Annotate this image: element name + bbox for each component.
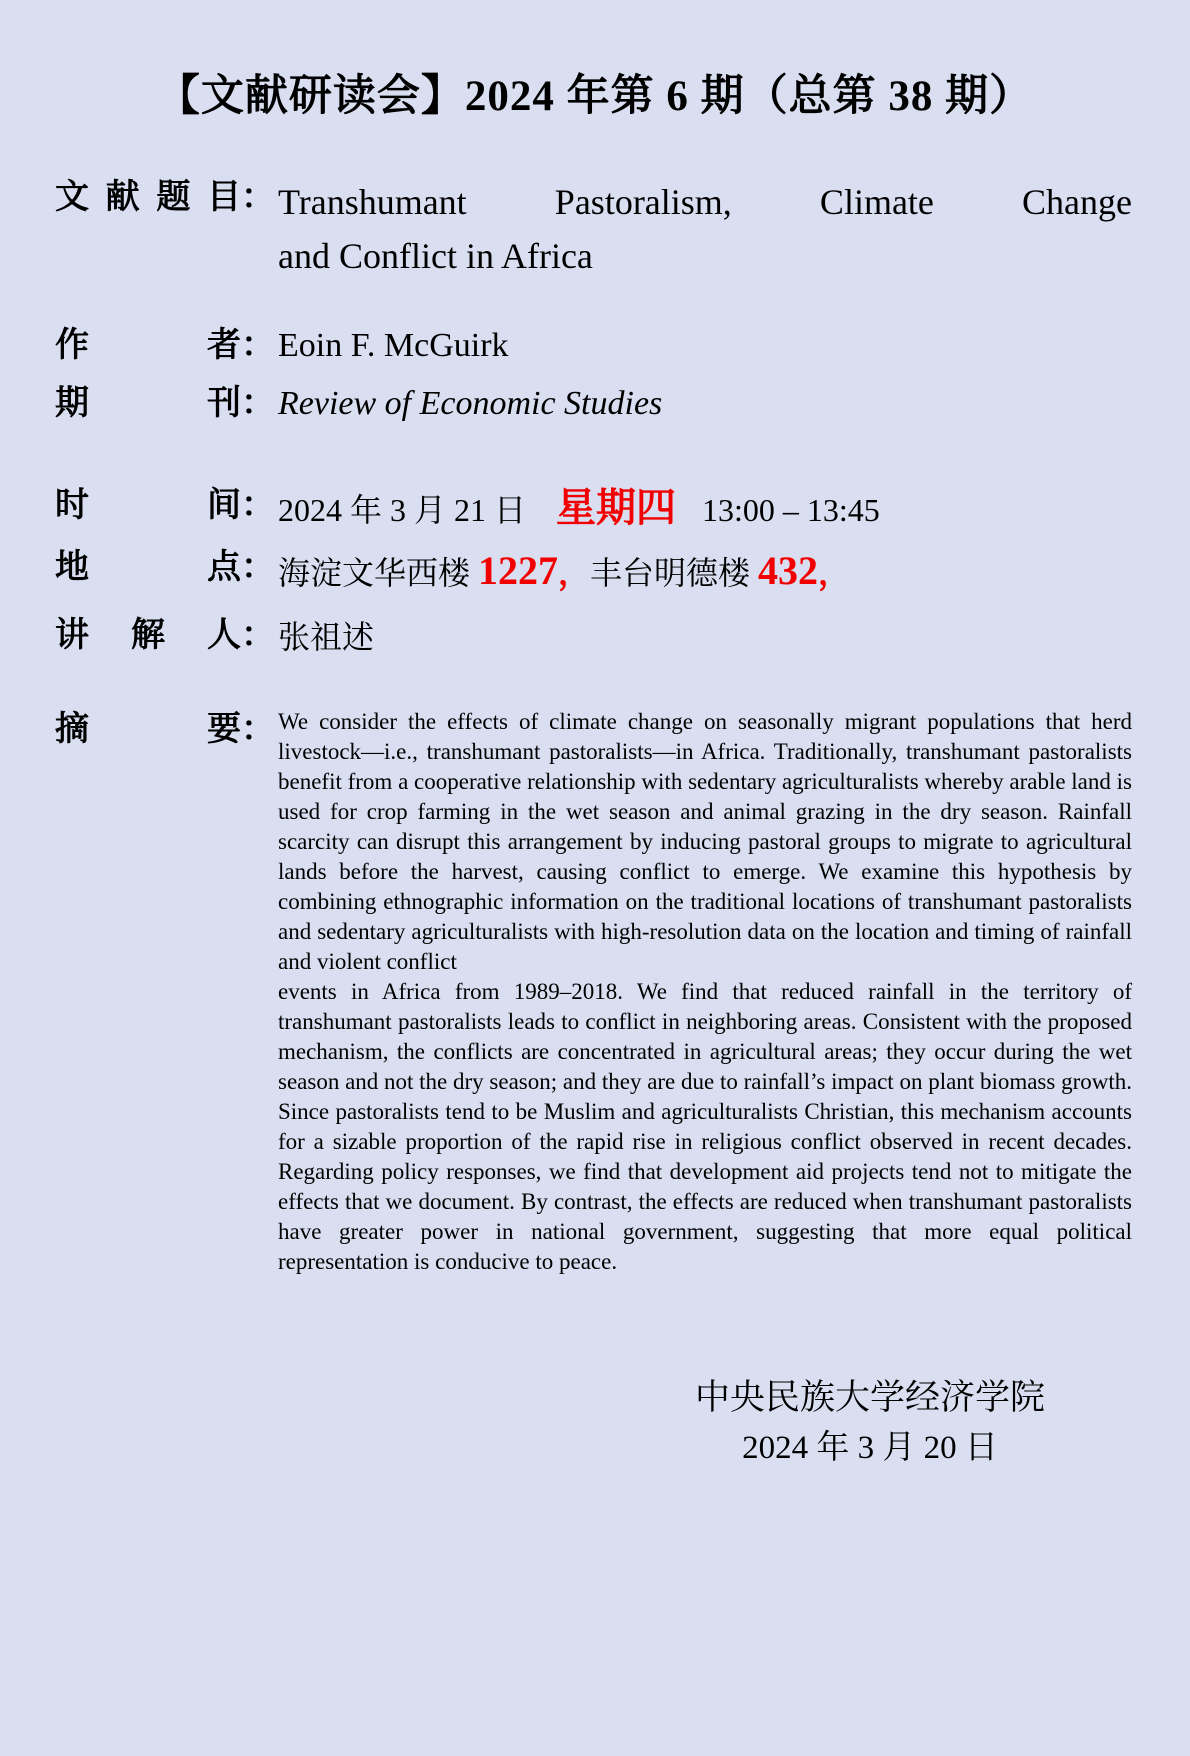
- author-colon: ：: [241, 327, 275, 365]
- location-room-1: 1227: [478, 548, 559, 594]
- field-row-location: [0, 545, 1190, 599]
- location-value: [278, 545, 1132, 599]
- abstract-colon: ：: [241, 711, 275, 749]
- time-colon: ：: [241, 487, 275, 525]
- location-comma-1: ，: [558, 555, 591, 592]
- abstract-paragraph-1: We consider the effects of climate change on seasonally migrant populations that herd livestock—i.e., transhumant pastoralists—in Africa. Traditionally, transhumant pastoralists benefit from a cooperative relationship with sedentary agriculturalists whereby arable land is used for crop farming in the wet season and animal grazing in the dry season. Rainfall scarcity can disrupt this arrangement by inducing pastoral groups to migrate to agricultural lands before the harvest, causing conflict to emerge. We examine this hypothesis by combining ethnographic information on the traditional locations of transhumant pastoralists and sedentary agriculturalists with high-resolution data on the location and timing of rainfall and violent conflict: [278, 709, 1132, 975]
- topic-label: 文献题目: [55, 179, 241, 217]
- field-row-time: [0, 483, 1190, 535]
- location-building-1: 海淀文华西楼: [278, 555, 479, 592]
- location-room-2: 432: [758, 548, 819, 594]
- location-colon: ：: [241, 549, 275, 587]
- time-label: 时间: [55, 487, 241, 525]
- time-label-cell: [55, 483, 278, 529]
- journal-label: 期刊: [55, 385, 241, 423]
- speaker-value: 张祖述: [278, 619, 375, 656]
- field-row-abstract: [0, 707, 1190, 1277]
- location-comma-2: ，: [818, 555, 851, 592]
- footer-organization: 中央民族大学经济学院: [694, 1378, 1045, 1418]
- speaker-label-cell: [55, 613, 278, 659]
- topic-line-2: and Conflict in Africa: [278, 236, 593, 277]
- journal-label-cell: [55, 381, 278, 427]
- speaker-colon: ：: [241, 617, 275, 655]
- journal-colon: ：: [241, 385, 275, 423]
- page-title: 【文献研读会】2024 年第 6 期（总第 38 期）: [156, 73, 1034, 120]
- seminar-announcement-page: [0, 72, 1190, 1756]
- abstract-label: 摘要: [55, 711, 241, 749]
- field-row-topic: [0, 175, 1190, 283]
- topic-line-1: Transhumant Pastoralism, Climate Change: [278, 182, 1132, 223]
- field-row-author: [0, 323, 1190, 369]
- location-label: 地点: [55, 549, 241, 587]
- field-row-speaker: [0, 613, 1190, 661]
- location-label-cell: [55, 545, 278, 591]
- seminar-time-range: 13:00 – 13:45: [702, 492, 880, 529]
- topic-value: [278, 175, 1132, 283]
- journal-value: Review of Economic Studies: [278, 385, 663, 423]
- abstract-text: [278, 707, 1132, 1277]
- author-label-cell: [55, 323, 278, 369]
- topic-label-cell: [55, 175, 278, 221]
- seminar-date: 2024 年 3 月 21 日: [278, 492, 527, 529]
- field-row-journal: [0, 381, 1190, 427]
- speaker-label: 讲解人: [55, 617, 241, 655]
- abstract-paragraph-2: events in Africa from 1989–2018. We find that reduced rainfall in the territory of transhumant pastoralists leads to conflict in neighboring areas. Consistent with the proposed mechanism, the conflicts are concentrated in agricultural areas; they occur during the wet season and not the dry season; and they are due to rainfall’s impact on plant biomass growth. Since pastoralists tend to be Muslim and agriculturalists Christian, this mechanism accounts for a sizable proportion of the rapid rise in religious conflict observed in recent decades. Regarding policy responses, we find that development aid projects tend not to mitigate the effects that we document. By contrast, the effects are reduced when transhumant pastoralists have greater power in national government, suggesting that more equal political representation is conducive to peace.: [278, 979, 1132, 1275]
- location-building-2: 丰台明德楼: [590, 555, 759, 592]
- seminar-weekday: 星期四: [556, 485, 677, 531]
- author-value: Eoin F. McGuirk: [278, 327, 509, 365]
- time-value: [278, 483, 1132, 535]
- footer-date: 2024 年 3 月 20 日: [742, 1430, 998, 1467]
- abstract-label-cell: [55, 707, 278, 753]
- author-label: 作者: [55, 327, 241, 365]
- topic-colon: ：: [241, 179, 275, 217]
- footer: [590, 1373, 1150, 1473]
